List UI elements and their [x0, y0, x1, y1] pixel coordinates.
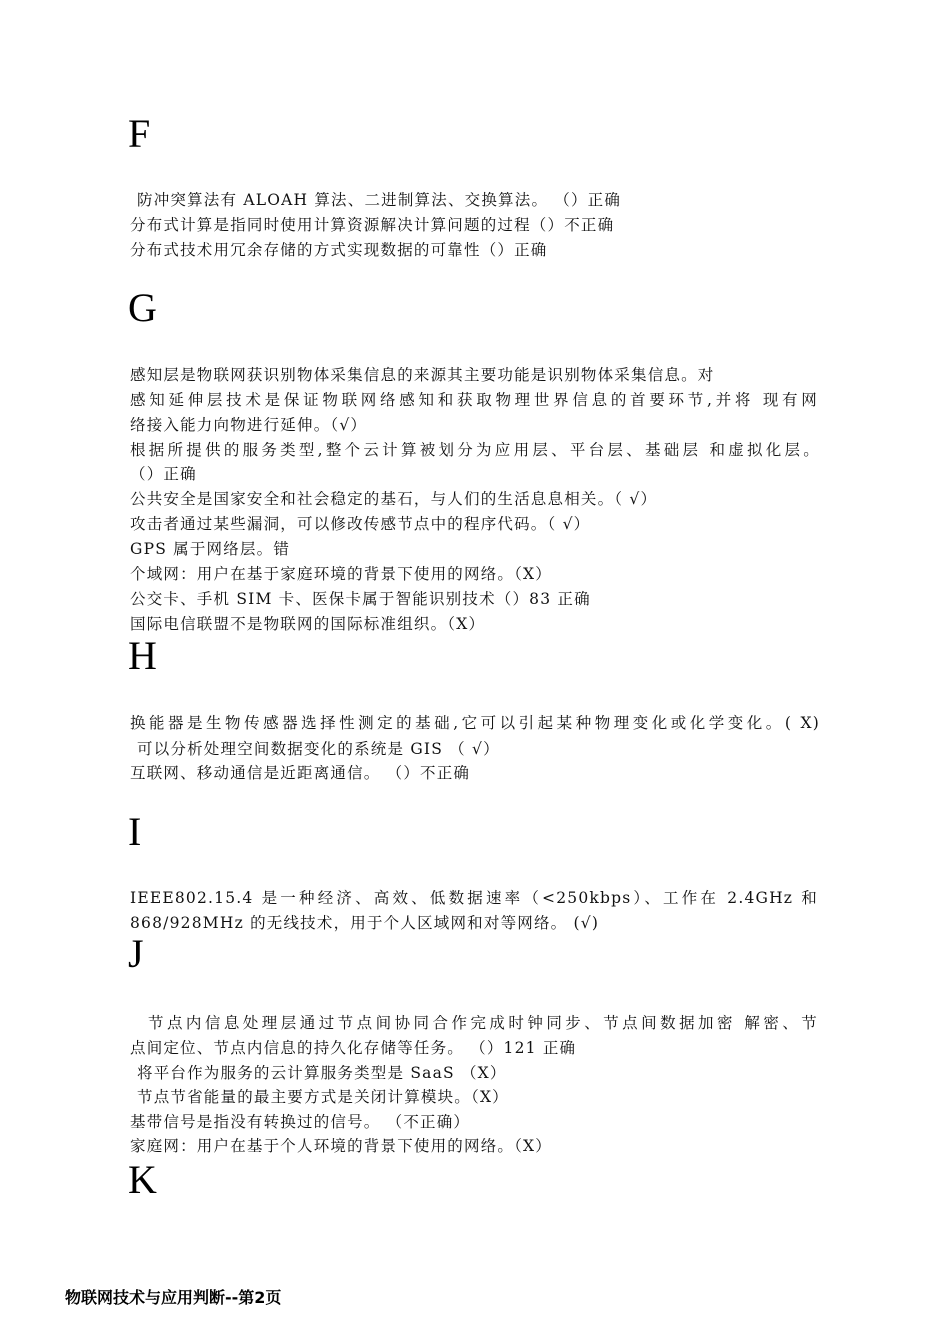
section-heading-j: J: [128, 931, 144, 976]
text-line: 基带信号是指没有转换过的信号。 （不正确）: [130, 1113, 471, 1131]
text-line: 分布式计算是指同时使用计算资源解决计算问题的过程（）不正确: [130, 216, 615, 234]
text-line: 公共安全是国家安全和社会稳定的基石，与人们的生活息息相关。（ √）: [130, 490, 658, 508]
text-line: 公交卡、手机 SIM 卡、医保卡属于智能识别技术（）83 正确: [130, 590, 591, 608]
text-line: （）正确: [130, 465, 197, 483]
text-line: 点间定位、节点内信息的持久化存储等任务。 （）121 正确: [130, 1039, 577, 1057]
page-footer: 物联网技术与应用判断--第2页: [65, 1288, 282, 1307]
text-line: 家庭网：用户在基于个人环境的背景下使用的网络。（X）: [130, 1137, 552, 1155]
text-line: 国际电信联盟不是物联网的国际标准组织。（X）: [130, 615, 486, 633]
text-line: 防冲突算法有 ALOAH 算法、二进制算法、交换算法。 （）正确: [137, 191, 622, 209]
section-heading-g: G: [128, 285, 157, 330]
text-line: 868/928MHz 的无线技术，用于个人区域网和对等网络。 (√): [130, 914, 600, 932]
text-line: 感知延伸层技术是保证物联网络感知和获取物理世界信息的首要环节,并将 现有网: [130, 391, 818, 409]
text-line: 个域网：用户在基于家庭环境的背景下使用的网络。（X）: [130, 565, 552, 583]
text-line: 节点节省能量的最主要方式是关闭计算模块。（X）: [137, 1088, 509, 1106]
text-line: 感知层是物联网获识别物体采集信息的来源其主要功能是识别物体采集信息。对: [130, 366, 715, 384]
section-heading-f: F: [128, 111, 151, 156]
text-line: 根据所提供的服务类型,整个云计算被划分为应用层、平台层、基础层 和虚拟化层。: [130, 441, 820, 459]
text-line: 络接入能力向物进行延伸。（√）: [130, 416, 368, 434]
text-line: IEEE802.15.4 是一种经济、高效、低数据速率（<250kbps）、工作在 2.4GHz 和: [130, 889, 818, 907]
section-heading-h: H: [128, 633, 157, 678]
text-line: 攻击者通过某些漏洞，可以修改传感节点中的程序代码。（ √）: [130, 515, 591, 533]
text-line: 将平台作为服务的云计算服务类型是 SaaS （X）: [137, 1064, 507, 1082]
text-line: 分布式技术用冗余存储的方式实现数据的可靠性（）正确: [130, 241, 548, 259]
section-heading-k: K: [128, 1157, 157, 1202]
text-line: 互联网、移动通信是近距离通信。 （）不正确: [130, 764, 471, 782]
text-line: 可以分析处理空间数据变化的系统是 GIS （ √）: [137, 740, 500, 758]
text-line: GPS 属于网络层。错: [130, 540, 291, 558]
text-line: 节点内信息处理层通过节点间协同合作完成时钟同步、节点间数据加密 解密、节: [148, 1014, 818, 1032]
text-line: 换能器是生物传感器选择性测定的基础,它可以引起某种物理变化或化学变化。( X): [130, 714, 820, 732]
section-heading-i: I: [128, 809, 142, 854]
